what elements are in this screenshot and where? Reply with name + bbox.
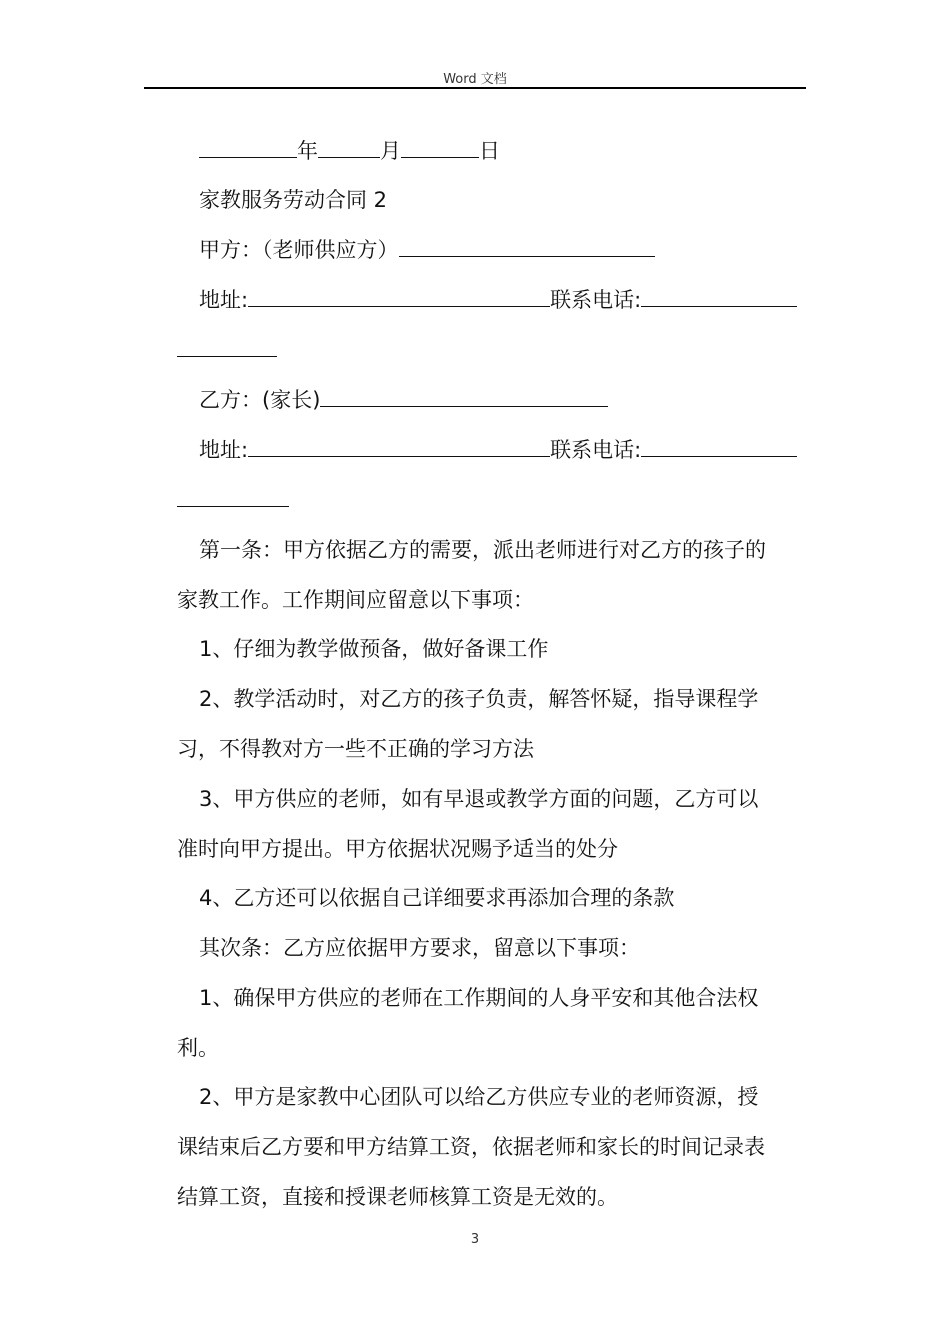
article1-line2: 家教工作。工作期间应留意以下事项： [177, 588, 534, 612]
party-a-address-label: 地址: [199, 288, 249, 312]
month-label: 月 [380, 139, 401, 163]
year-label: 年 [297, 139, 318, 163]
party-b-blank [320, 386, 608, 407]
article1-item4: 4、乙方还可以依据自己详细要求再添加合理的条款 [199, 886, 675, 910]
party-b-phone-blank [641, 436, 797, 457]
party-b-address-line [199, 436, 807, 464]
party-a-blank [399, 236, 655, 257]
party-a-line [199, 236, 807, 264]
article1-item3-line1: 3、甲方供应的老师，如有早退或教学方面的问题，乙方可以 [199, 787, 759, 811]
party-a-label: 甲方：（老师供应方） [199, 238, 399, 262]
article2-item2-line2: 课结束后乙方要和甲方结算工资，依据老师和家长的时间记录表 [177, 1135, 765, 1159]
article1-line1: 第一条：甲方依据乙方的需要，派出老师进行对乙方的孩子的 [199, 538, 766, 562]
year-blank [199, 137, 297, 158]
party-a-phone-blank [641, 286, 797, 307]
article2-item1-line2: 利。 [177, 1036, 219, 1060]
day-blank [401, 137, 479, 158]
party-a-address-blank [248, 286, 550, 307]
article2-item2-line3: 结算工资，直接和授课老师核算工资是无效的。 [177, 1185, 618, 1209]
party-a-phone-continuation [177, 336, 807, 364]
header-divider [144, 87, 806, 89]
party-b-address-blank [248, 436, 550, 457]
party-a-phone-label: 联系电话: [550, 288, 642, 312]
month-blank [318, 137, 380, 158]
party-b-line [199, 386, 807, 414]
document-title: 家教服务劳动合同 2 [199, 188, 388, 212]
article1-item1: 1、仔细为教学做预备，做好备课工作 [199, 637, 549, 661]
party-b-phone-continuation [177, 486, 807, 514]
article2-item2-line1: 2、甲方是家教中心团队可以给乙方供应专业的老师资源，授 [199, 1085, 759, 1109]
article1-item2-line1: 2、教学活动时，对乙方的孩子负责，解答怀疑，指导课程学 [199, 687, 759, 711]
date-line [199, 137, 807, 165]
party-b-phone-label: 联系电话: [550, 438, 642, 462]
party-a-address-line [199, 286, 807, 314]
article2-line1: 其次条：乙方应依据甲方要求，留意以下事项： [199, 936, 640, 960]
page-header-title: Word 文档 [443, 72, 507, 87]
article2-item1-line1: 1、确保甲方供应的老师在工作期间的人身平安和其他合法权 [199, 986, 759, 1010]
party-a-phone-blank-cont [177, 336, 277, 357]
page-number: 3 [470, 1232, 480, 1247]
article1-item2-line2: 习，不得教对方一些不正确的学习方法 [177, 737, 534, 761]
party-b-label: 乙方：(家长) [199, 388, 321, 412]
article1-item3-line2: 准时向甲方提出。甲方依据状况赐予适当的处分 [177, 837, 618, 861]
day-label: 日 [479, 139, 500, 163]
party-b-address-label: 地址: [199, 438, 249, 462]
party-b-phone-blank-cont [177, 486, 289, 507]
